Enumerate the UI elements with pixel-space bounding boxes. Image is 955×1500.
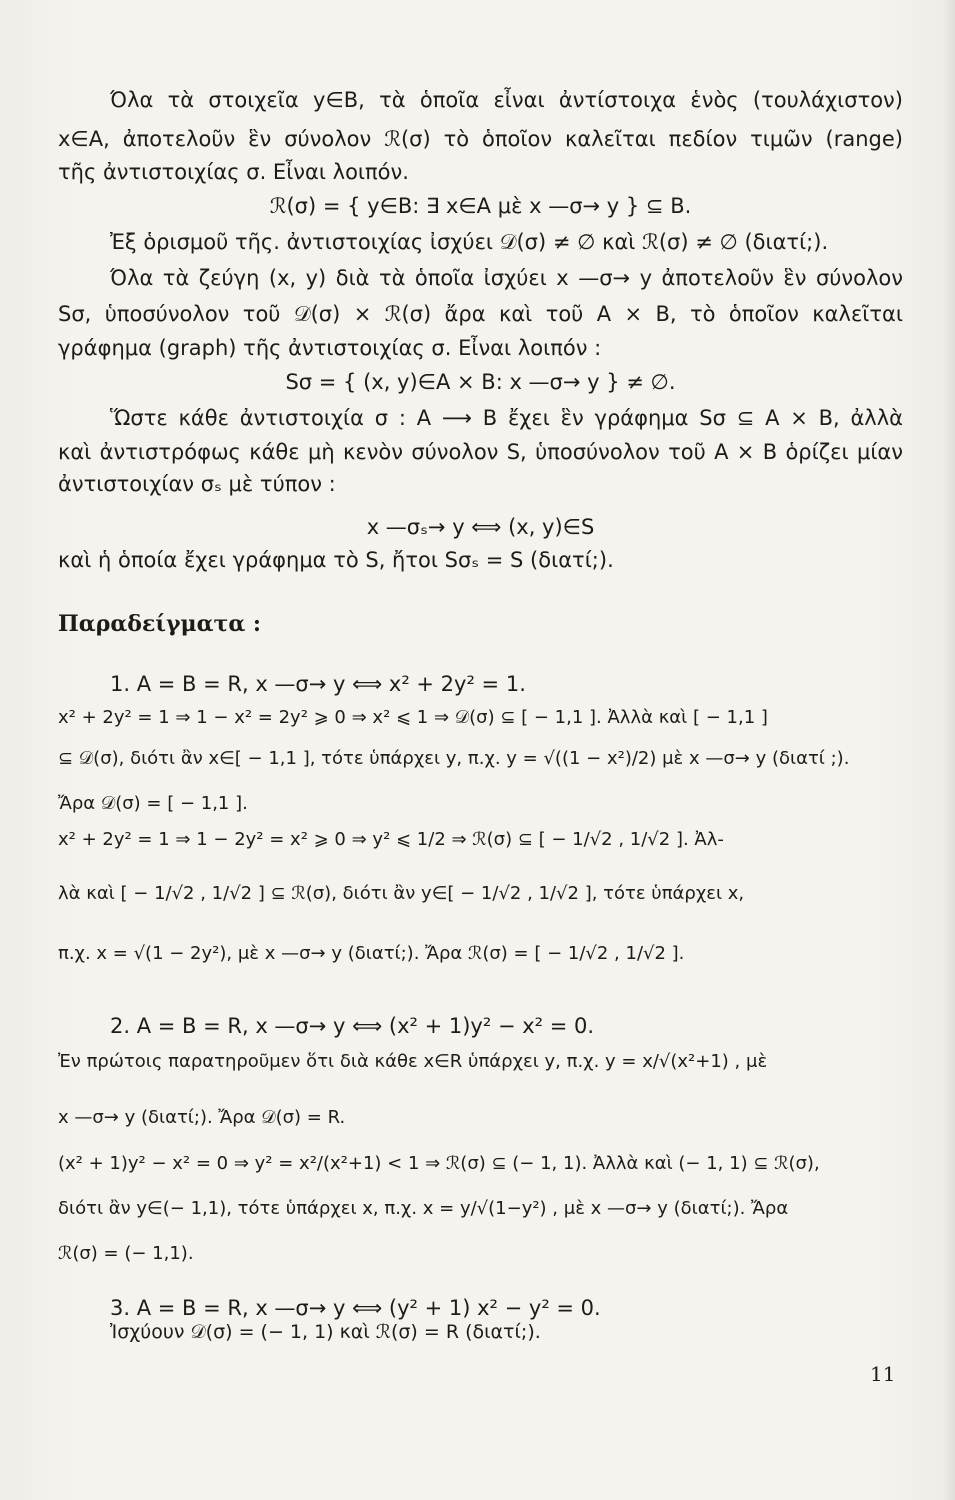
example-1-line: x² + 2y² = 1 ⇒ 1 − 2y² = x² ⩾ 0 ⇒ y² ⩽ 1/2 ⇒ ℛ(σ) ⊆ [ − 1/√2 , 1/√2 ]. Ἀλ-	[58, 829, 724, 850]
example-1-line: Ἄρα 𝒟(σ) = [ − 1,1 ].	[58, 793, 248, 814]
paragraph-line: Όλα τὰ στοιχεῖα y∈B, τὰ ὁποῖα εἶναι ἀντίστοιχα ἑνὸς (τουλάχιστον)	[110, 88, 903, 112]
example-3-line: Ἰσχύουν 𝒟(σ) = (− 1, 1) καὶ ℛ(σ) = R (διατί;).	[110, 1321, 541, 1343]
example-2-line: Ἐν πρώτοις παρατηροῦμεν ὅτι διὰ κάθε x∈R ὑπάρχει y, π.χ. y = x/√(x²+1) , μὲ	[58, 1051, 768, 1072]
paragraph-line: τῆς ἀντιστοιχίας σ. Εἶναι λοιπόν.	[58, 160, 409, 184]
example-2-line: διότι ἂν y∈(− 1,1), τότε ὑπάρχει x, π.χ. x = y/√(1−y²) , μὲ x —σ→ y (διατί;). Ἄρα	[58, 1198, 789, 1219]
example-1-line: λὰ καὶ [ − 1/√2 , 1/√2 ] ⊆ ℛ(σ), διότι ἂν y∈[ − 1/√2 , 1/√2 ], τότε ὑπάρχει x,	[58, 883, 745, 904]
page-edge-shadow	[943, 0, 955, 1500]
example-2-line: (x² + 1)y² − x² = 0 ⇒ y² = x²/(x²+1) < 1 ⇒ ℛ(σ) ⊆ (− 1, 1). Ἀλλὰ καὶ (− 1, 1) ⊆ ℛ(σ),	[58, 1153, 820, 1174]
graph-line: καὶ ἡ ὁποία ἔχει γράφημα τὸ S, ἤτοι Sσₛ = S (διατί;).	[58, 548, 614, 572]
equation-type: x —σₛ→ y ⟺ (x, y)∈S	[366, 515, 595, 539]
paragraph-line: Όλα τὰ ζεύγη (x, y) διὰ τὰ ὁποῖα ἰσχύει x —σ→ y ἀποτελοῦν ἓν σύνολον	[110, 266, 903, 290]
paragraph-line: Ὥστε κάθε ἀντιστοιχία σ : A ⟶ B ἔχει ἓν γράφημα Sσ ⊆ A × B, ἀλλὰ	[110, 406, 903, 430]
paragraph-line: x∈A, ἀποτελοῦν ἓν σύνολον ℛ(σ) τὸ ὁποῖον καλεῖται πεδίον τιμῶν (range)	[58, 127, 903, 151]
paragraph-line: γράφημα (graph) τῆς ἀντιστοιχίας σ. Εἶναι λοιπόν :	[58, 336, 602, 360]
definition-line: Ἐξ ὁρισμοῦ τῆς. ἀντιστοιχίας ἰσχύει 𝒟(σ) ≠ ∅ καὶ ℛ(σ) ≠ ∅ (διατί;).	[110, 230, 829, 254]
example-2-statement: 2. A = B = R, x —σ→ y ⟺ (x² + 1)y² − x² = 0.	[110, 1014, 595, 1038]
equation-range: ℛ(σ) = { y∈B: ∃ x∈A μὲ x —σ→ y } ⊆ B.	[269, 194, 692, 218]
examples-heading: Παραδείγματα :	[58, 611, 262, 637]
example-2-line: x —σ→ y (διατί;). Ἄρα 𝒟(σ) = R.	[58, 1107, 346, 1128]
example-1-statement: 1. A = B = R, x —σ→ y ⟺ x² + 2y² = 1.	[110, 672, 526, 696]
example-1-line: x² + 2y² = 1 ⇒ 1 − x² = 2y² ⩾ 0 ⇒ x² ⩽ 1 ⇒ 𝒟(σ) ⊆ [ − 1,1 ]. Ἀλλὰ καὶ [ − 1,1 ]	[58, 707, 768, 728]
example-2-line: ℛ(σ) = (− 1,1).	[58, 1243, 194, 1264]
example-1-line: ⊆ 𝒟(σ), διότι ἂν x∈[ − 1,1 ], τότε ὑπάρχει y, π.χ. y = √((1 − x²)/2) μὲ x —σ→ y (διατί ;).	[58, 748, 850, 769]
paragraph-line: Sσ, ὑποσύνολον τοῦ 𝒟(σ) × ℛ(σ) ἄρα καὶ τοῦ A × B, τὸ ὁποῖον καλεῖται	[58, 302, 903, 326]
example-1-line: π.χ. x = √(1 − 2y²), μὲ x —σ→ y (διατί;). Ἄρα ℛ(σ) = [ − 1/√2 , 1/√2 ].	[58, 943, 685, 964]
paragraph-line: καὶ ἀντιστρόφως κάθε μὴ κενὸν σύνολον S, ὑποσύνολον τοῦ A × B ὁρίζει μίαν	[58, 440, 903, 464]
paragraph-line: ἀντιστοιχίαν σₛ μὲ τύπον :	[58, 472, 336, 496]
page-number: 11	[870, 1362, 896, 1386]
equation-graph: Sσ = { (x, y)∈A × B: x —σ→ y } ≠ ∅.	[285, 370, 676, 394]
example-3-statement: 3. A = B = R, x —σ→ y ⟺ (y² + 1) x² − y² = 0.	[110, 1296, 601, 1320]
